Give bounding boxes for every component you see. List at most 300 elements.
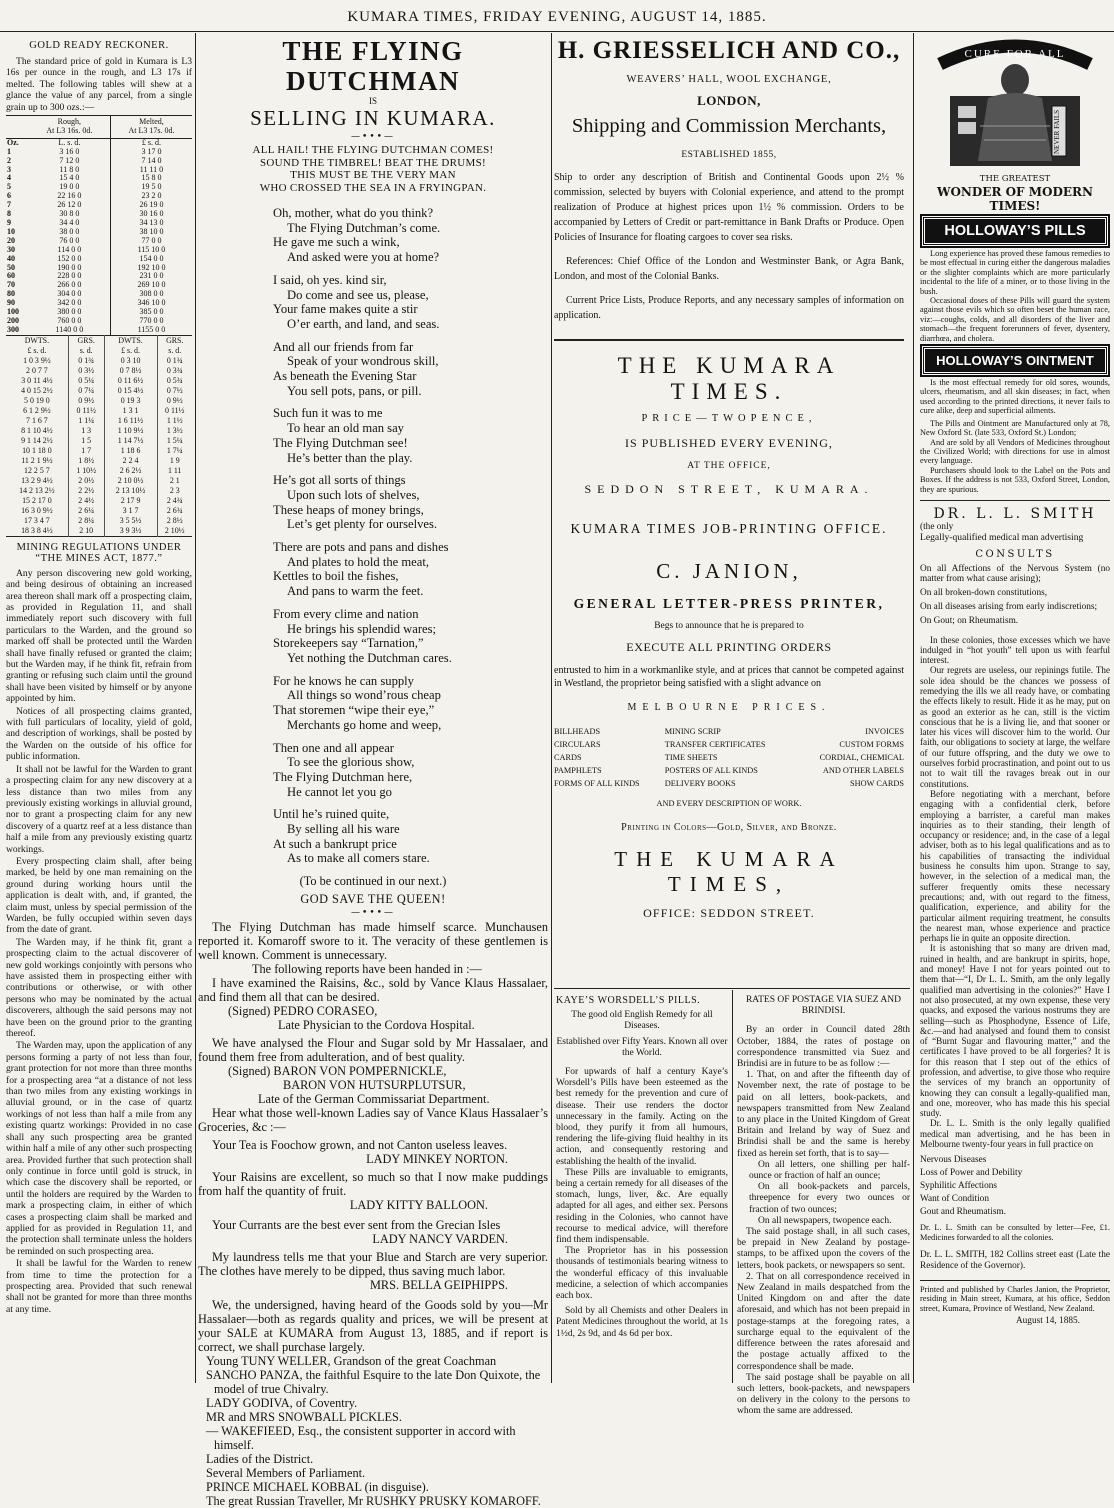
oz-cell: 2 xyxy=(7,155,11,165)
table-row xyxy=(6,376,192,386)
imprint-date: August 14, 1885. xyxy=(1015,1315,1080,1326)
melted-value-cell: 385 0 0 xyxy=(139,307,164,317)
poem-line: There are pots and pans and dishes xyxy=(273,540,449,555)
griesselich-title: H. GRIESSELICH AND CO., xyxy=(557,37,901,64)
rough-value-cell: 304 0 0 xyxy=(29,290,111,299)
paragraph: Occasional doses of these Pills will guard the system against those evils which so often beset the human race, viz:—coughs, colds, and all disorders of the liver and stomach—the frequent forerunners of fever, dysentery, diarrhœa, and cholera. xyxy=(920,296,1110,343)
paragraph: It is astonishing that so many are driven mad, ruined in health, and are bankrupt in spirits, hope, and money! Have I not for years pointed out to them that—“I, Dr L. L. Smith, am the only legally qualified man advertising in the colonies?” Have I not also prosecuted, at my own expense, these very quacks, and exposed the various nostrums they are selling—such as Phosphodyne, Essence of Life, &c.—and had analysed and found them to consist of “Burnt Sugar and flavouring matter,” and the certificates I have proved to be all forgeries? It is for this reason that I step out of the ethics of profession, and advertise, to give those who require the services of my branch an opportunity of knowing they can consult a legally-qualified man, and one, moreover, who has made this his special study. xyxy=(920,943,1110,1119)
cure-for-all-banner: CURE FOR ALL xyxy=(964,48,1066,60)
printing-products-table xyxy=(554,725,904,790)
poem-line: As beneath the Evening Star xyxy=(273,369,417,384)
price: PRICE—TWOPENCE, xyxy=(641,413,817,424)
paragraph: The Warden may, upon the application of any persons forming a party of not less than four, grant protection for not more than three months for a prospecting area “at a distance of not less than two miles from any existing workings in alluvial ground, or in the case of quartz workings of not less than half a mile from any existing quartz workings: Provided in no case shall any such prospecting area be granted within half a mile of any other such prospecting area. Provided further that such protection shall only continue in force until gold is struck, in which case the discovery shall be reported, or until the holders are required by the Warden to mark a prospecting claim, in either of which cases a prospecting claim shall be marked and applied for as provided in Regulation 11, and the protection shall terminate unless the holders be reminded on such prospecting area. xyxy=(6,1040,192,1257)
paragraph: Any person discovering new gold working, and being desirous of obtaining an increased area thereon shall mark off a prospecting claim, as provided in Regulation 11, and shall immediately report such discovery with full particulars to the Warden, and the ground so marked off shall be protected until the Warden shall have finally refused or granted the claim; but the Warden may, if he think fit, refrain from granting or refusing such claim until the ground shall have been visited by himself or by anyone appointed by him. xyxy=(6,567,192,705)
dwt-header: DWTS. xyxy=(6,335,68,346)
product-cell: INVOICES xyxy=(865,727,904,736)
poem-line: The Flying Dutchman’s come. xyxy=(287,220,441,235)
signature-title: Late of the German Commissariat Department. xyxy=(258,1092,490,1107)
dwt-cell: 2 6 2½ xyxy=(104,466,157,476)
rough-value-cell: 15 4 0 xyxy=(29,174,111,183)
consults-item: On all broken-down constitutions, xyxy=(920,588,1048,599)
dwt-cell: 1 3½ xyxy=(166,425,183,435)
office-address: OFFICE: SEDDON STREET. xyxy=(643,906,815,920)
column-1 xyxy=(6,36,192,1381)
paragraph: 2. That on all correspondence received in New Zealand in mails despatched from the United Kingdom on and after the date aforesaid, and which has not been prepaid in postage-stamps at the foregoing rates, a surcharge equal to the equivalent of the difference between the rates aforesaid and the postage actually affixed to the correspondence shall be made. xyxy=(737,1271,910,1372)
dwt-cell: 1 7¼ xyxy=(166,445,183,455)
poem-line: These heaps of money brings, xyxy=(273,502,424,517)
melted-value-cell: 34 13 0 xyxy=(139,218,164,227)
dwt-cell: £ s. d. xyxy=(6,346,68,356)
dwt-cell: 1 14 7½ xyxy=(104,436,157,446)
table-row xyxy=(6,166,192,175)
oz-cell: 40 xyxy=(7,253,15,263)
table-row xyxy=(6,476,192,486)
table-row xyxy=(554,725,904,738)
dwt-header: GRS. xyxy=(68,335,104,346)
ornament-divider: —•••— xyxy=(351,908,395,919)
dwt-cell: 1 11 xyxy=(167,465,182,475)
mining-regulations-body xyxy=(6,568,192,1315)
dwt-cell: 8 1 10 4½ xyxy=(6,426,68,436)
dwts-table xyxy=(6,335,192,537)
product-cell: CUSTOM FORMS xyxy=(839,740,904,749)
product-cell: CIRCULARS xyxy=(554,740,601,749)
ointment-text xyxy=(920,378,1110,494)
paragraph: Sold by all Chemists and other Dealers in Patent Medicines throughout the world, at 1s 1½d, 2s 9d, and 4s 6d per box. xyxy=(556,1306,728,1339)
melted-header: Melted, xyxy=(139,117,164,127)
melted-value-cell: 1155 0 0 xyxy=(137,324,166,334)
signatory: MR and MRS SNOWBALL PICKLES. xyxy=(206,1410,402,1425)
oz-cell: 10 xyxy=(7,226,15,236)
poem-line: For he knows he can supply xyxy=(273,673,414,688)
melted-value-cell: 269 10 0 xyxy=(137,280,166,290)
melted-value-cell: 7 14 0 xyxy=(141,155,162,165)
paragraph: The said postage shall be payable on all such letters, book-packets, and newspapers on delivery in the colony to the persons to whom the same are addressed. xyxy=(737,1372,910,1417)
poem-stanza xyxy=(273,206,548,265)
poem xyxy=(198,206,548,866)
rough-value-cell: 114 0 0 xyxy=(29,246,111,255)
table-row xyxy=(6,281,192,290)
signatory: The great Russian Traveller, Mr RUSHKY PRUSKY KOMAROFF. xyxy=(206,1494,541,1508)
product-cell: TRANSFER CERTIFICATES xyxy=(664,740,766,749)
oz-cell: 80 xyxy=(7,289,15,299)
column-4 xyxy=(920,36,1110,1381)
poem-line: And all our friends from far xyxy=(273,339,414,354)
paragraph: Long experience has proved these famous remedies to be most effectual in curing either the dangerous maladies or the slighter complaints which are more particularly incidental to the life of a miner, or to those living in the bush. xyxy=(920,249,1110,296)
dwt-cell: 13 2 9 4½ xyxy=(6,476,68,486)
kayes-established: Established over Fifty Years. Known all over the World. xyxy=(556,1036,728,1058)
selling-headline: SELLING IN KUMARA. xyxy=(250,106,496,130)
disease-item: Syphilitic Affections xyxy=(920,1181,998,1192)
poem-line: He cannot let you go xyxy=(287,784,392,799)
signature: BARON VON HUTSURPLUTSUR, xyxy=(283,1078,466,1093)
table-row xyxy=(554,764,904,777)
postage-title: RATES OF POSTAGE VIA SUEZ AND BRINDISI. xyxy=(745,995,902,1017)
melted-value-cell: 3 17 0 xyxy=(141,146,162,156)
melbourne-prices: MELBOURNE PRICES. xyxy=(627,702,831,713)
melted-price: At L3 17s. 0d. xyxy=(128,125,175,135)
dwt-cell: s. d. xyxy=(68,346,104,356)
table-row xyxy=(6,436,192,446)
paragraph: I have examined the Raisins, &c., sold by Vance Klaus Hassalaer, and find them all that can be desired. xyxy=(198,976,548,1005)
rough-value-cell: 152 0 0 xyxy=(29,255,111,264)
table-row xyxy=(6,346,192,356)
table-row xyxy=(6,264,192,273)
kayes-title: KAYE’S WORSDELL’S PILLS. xyxy=(556,995,701,1006)
poem-line: He’s better than the play. xyxy=(287,450,413,465)
dwt-cell: 3 5 5½ xyxy=(104,516,157,526)
disease-item: Gout and Rheumatism. xyxy=(920,1207,1006,1218)
rough-value-cell: 380 0 0 xyxy=(29,308,111,317)
paragraph: Every prospecting claim shall, after being marked, be held by one man remaining on the ground during working hours until the application is dealt with, and, if granted, the claim must, unless by special permission of the Warden, be fully occupied within seven days from the date of grant. xyxy=(6,855,192,936)
product-cell: TIME SHEETS xyxy=(664,753,718,762)
paragraph: Your Raisins are excellent, so much so that I now make puddings from half the quantity of fruit. xyxy=(198,1170,548,1199)
poem-line: At such a bankrupt price xyxy=(273,836,397,851)
poem-line: And asked were you at home? xyxy=(287,250,440,265)
disease-item: Loss of Power and Debility xyxy=(920,1168,1023,1179)
melted-value-cell: 231 0 0 xyxy=(139,271,164,281)
oz-cell: 70 xyxy=(7,280,15,290)
dwt-cell: 0 11½ xyxy=(68,406,104,416)
paragraph: For upwards of half a century Kaye’s Worsdell’s Pills have been esteemed as the best remedy for the prevention and cure of disease. Their use renders the doctor unnecessary in the family. Acting on the blood, they purify it from all humours, rendering the life-giving fluid healthy in its action, and consequently restoring and establishing the health of the invalid. xyxy=(556,1067,728,1167)
signatory: Several Members of Parliament. xyxy=(206,1466,366,1481)
dwt-cell: 1 3 xyxy=(68,426,104,436)
dwt-cell: 2 10 xyxy=(68,526,104,537)
product-cell: MINING SCRIP xyxy=(664,727,721,736)
mining-regulations-subtitle: “THE MINES ACT, 1877.” xyxy=(35,552,163,564)
poem-line: Until he’s ruined quite, xyxy=(273,807,390,822)
dr-smith-qualified: Legally-qualified medical man advertising xyxy=(920,531,1084,543)
dwt-cell: 0 1¾ xyxy=(68,356,104,366)
melted-value-cell: 115 10 0 xyxy=(137,244,166,254)
melted-value-cell: 15 8 0 xyxy=(141,173,162,183)
table-row xyxy=(6,466,192,476)
signature: MRS. BELLA GEIPHIPPS. xyxy=(369,1278,508,1293)
paragraph: Notices of all prospecting claims granted, with full particulars of locality, yield of gold, and description of workings, shall be posted by the Warden on the outside of his office for public information. xyxy=(6,705,192,763)
paragraph: On all letters, one shilling per half-ounce or fraction of half an ounce; xyxy=(749,1159,910,1182)
ready-reckoner-intro: The standard price of gold in Kumara is L3 16s per ounce in the rough, and L3 17s if melted. The following tables will shew at a glance the value of any parcel, from a single grain up to 300 ozs.:— xyxy=(6,56,192,113)
product-cell: CARDS xyxy=(554,753,582,762)
griesselich-body: Ship to order any description of British and Continental Goods upon 2½ % commission, selected by buyers with Colonial experience, and attend to the prompt realization of Produce at highest prices upon 1½ % commission. Orders to be accompanied by Letters of Credit or part-remittance in Bank Drafts or Produce. Open Policies of Insurance for floating cargoes to cover sea risks. xyxy=(554,172,904,243)
dwt-cell: 2 17 9 xyxy=(104,496,157,506)
consults-item: On all Affections of the Nervous System (no matter from what cause arising); xyxy=(920,563,1110,585)
dwt-cell: 1 1½ xyxy=(166,415,183,425)
holloways-pills-banner: HOLLOWAY’S PILLS xyxy=(922,216,1108,246)
dwt-cell: 3 9 3½ xyxy=(104,526,157,537)
paragraph: Your Currants are the best ever sent from the Grecian Isles xyxy=(212,1218,501,1233)
dwt-cell: 2 8¼ xyxy=(68,516,104,526)
dwt-cell: 0 5¼ xyxy=(68,376,104,386)
dwt-cell: 0 11½ xyxy=(165,405,185,415)
rough-value-cell: 38 0 0 xyxy=(29,228,111,237)
product-cell: FORMS OF ALL KINDS xyxy=(554,779,640,788)
dwt-cell: 1 10 9½ xyxy=(104,426,157,436)
paragraph: Your Tea is Foochow grown, and not Canton useless leaves. xyxy=(212,1138,508,1153)
hail-line: ALL HAIL! THE FLYING DUTCHMAN COMES! xyxy=(252,144,494,156)
product-cell: BILLHEADS xyxy=(554,727,601,736)
dwt-cell: 3 1 7 xyxy=(104,506,157,516)
melted-value-cell: 11 11 0 xyxy=(139,164,164,174)
paragraph: The Proprietor has in his possession thousands of testimonials bearing witness to the wonderful efficacy of this invaluable medicine, a selection of which accompanies each box. xyxy=(556,1246,728,1302)
table-row xyxy=(6,526,192,537)
table-row xyxy=(6,426,192,436)
table-row xyxy=(6,299,192,308)
dwt-cell: 1 5 xyxy=(68,436,104,446)
imprint: Printed and published by Charles Janion, the Proprietor, residing in Main street, Kumara, at his office, Seddon street, Kumara, Province of Westland, New Zealand. xyxy=(920,1284,1110,1313)
dwt-cell: 1 3 1 xyxy=(104,406,157,416)
oz-cell: 200 xyxy=(7,315,19,325)
oz-cell: 8 xyxy=(7,209,11,219)
table-row xyxy=(6,406,192,416)
disease-item: Nervous Diseases xyxy=(920,1155,987,1166)
dwt-header: GRS. xyxy=(166,335,184,345)
paragraph: The Warden may, if he think fit, grant a prospecting claim to the actual discoverer of new gold workings conjointly with persons who have assisted them in prospecting either with contributions or otherwise, or with other persons who may be nominated by the actual discoverers, although the said persons may not have been on the ground prior to the granting thereof. xyxy=(6,936,192,1040)
griesselich-address: WEAVERS’ HALL, WOOL EXCHANGE, xyxy=(626,74,832,85)
poem-line: I said, oh yes. kind sir, xyxy=(273,272,387,287)
rough-value-cell: 34 4 0 xyxy=(29,219,111,228)
dwt-cell: £ s. d. xyxy=(104,346,157,356)
table-row xyxy=(6,496,192,506)
rough-value-cell: 22 16 0 xyxy=(29,192,111,201)
consults-item: On Gout; on Rheumatism. xyxy=(920,615,1019,626)
poem-stanza xyxy=(273,807,548,866)
product-cell: AND OTHER LABELS xyxy=(822,766,904,775)
dutchman-reports xyxy=(198,920,548,1354)
divider xyxy=(554,988,910,989)
product-cell: CORDIAL, CHEMICAL xyxy=(819,753,904,762)
dwt-cell: 0 3¾ xyxy=(166,365,183,375)
hail-line: WHO CROSSED THE SEA IN A FRYINGPAN. xyxy=(259,181,487,194)
poem-line: Oh, mother, what do you think? xyxy=(273,206,434,220)
griesselich-references: References: Chief Office of the London and Westminster Bank, or Agra Bank, London, and most of the Colonial Banks. xyxy=(554,256,904,282)
column-rule xyxy=(913,33,914,1383)
poem-line: Do come and see us, please, xyxy=(287,287,429,302)
dwt-cell: 0 3 10 xyxy=(104,356,157,366)
dwt-cell: 1 18 6 xyxy=(104,446,157,456)
table-row xyxy=(6,326,192,335)
poem-line: He’s got all sorts of things xyxy=(273,473,406,488)
hail-line: THIS MUST BE THE VERY MAN xyxy=(290,169,456,181)
dr-smith-text xyxy=(920,635,1110,1150)
poem-line: Your fame makes quite a stir xyxy=(273,302,418,317)
poem-line: To see the glorious show, xyxy=(287,755,415,770)
paragraph: The following reports have been handed in :— xyxy=(252,962,482,977)
dwt-cell: 10 1 18 0 xyxy=(6,446,68,456)
oz-cell: 300 xyxy=(7,324,19,334)
hygeia-figure-icon xyxy=(920,36,1110,168)
oz-cell: 50 xyxy=(7,262,15,272)
dwt-cell: 2 1 xyxy=(169,475,180,485)
melted-value-cell: 77 0 0 xyxy=(141,235,162,245)
rough-value-cell: 30 8 0 xyxy=(29,210,111,219)
london: LONDON, xyxy=(697,93,761,108)
poem-line: Upon such lots of shelves, xyxy=(287,487,420,502)
paragraph: We have analysed the Flour and Sugar sold by Mr Hassalaer, and found them free from adulteration, and of best quality. xyxy=(198,1036,548,1065)
paragraph: And are sold by all Vendors of Medicines throughout the Civilized World; with directions for use in almost every language. xyxy=(920,437,1110,466)
poem-stanza xyxy=(273,674,548,733)
dwt-cell: 2 10 0½ xyxy=(104,476,157,486)
paragraph: Before negotiating with a merchant, before engaging with a confidential clerk, before employing a barrister, a careful man makes inquiries as to their standing, their length of occupancy or residence; and, in the case of a legal adviser, both as to his legal qualifications and as to his capabilities of transacting the individual business he consults him upon. Strange to say, however, in the selection of a medical man, the sufferer frequently omits these necessary precautions; and, with out regard to the fitness, qualification, experience, and ability for the particular ailment requiring treatment, he consults the nearest man, whose experience and practice perhaps lie in quite an opposite direction. xyxy=(920,788,1110,944)
poem-stanza xyxy=(273,741,548,800)
dwt-cell: 18 3 8 4½ xyxy=(6,526,68,537)
dr-smith-address: Dr. L. L. SMITH, 182 Collins street east (Late the Residence of the Governor). xyxy=(920,1250,1110,1271)
dwt-cell: 2 3 xyxy=(169,485,180,495)
entrusted-text: entrusted to him in a workmanlike style, and at prices that cannot be competed against in Westland, the proprietor being satisfied with a slight advance on xyxy=(554,665,904,689)
column-rule xyxy=(732,990,733,1383)
rough-value-cell: 760 0 0 xyxy=(29,317,111,326)
dwt-cell: 0 9½ xyxy=(166,395,183,405)
dwt-cell: 0 7¼ xyxy=(68,386,104,396)
table-row xyxy=(6,516,192,526)
signature: LADY MINKEY NORTON. xyxy=(366,1152,508,1167)
table-row xyxy=(6,183,192,192)
oz-cell: 6 xyxy=(7,191,11,201)
dwt-cell: 17 3 4 7 xyxy=(6,516,68,526)
poem-stanza xyxy=(273,540,548,599)
poem-line: The Flying Dutchman here, xyxy=(273,769,413,784)
melted-value-cell: 38 10 0 xyxy=(139,226,164,236)
rough-value-cell: 7 12 0 xyxy=(29,157,111,166)
dwt-cell: 2 0½ xyxy=(68,476,104,486)
product-cell: DELIVERY BOOKS xyxy=(664,779,736,788)
dwt-cell: 1 6 11½ xyxy=(104,416,157,426)
poem-line: From every clime and nation xyxy=(273,606,419,621)
table-row xyxy=(6,228,192,237)
wonder-headline: WONDER OF MODERN TIMES! xyxy=(937,185,1093,213)
begs-to-announce: Begs to announce that he is prepared to xyxy=(654,621,804,631)
paragraph: Purchasers should look to the Label on the Pots and Boxes. If the address is not 533, Oxford Street, London, they are spurious. xyxy=(920,465,1110,494)
poem-line: Let’s get plenty for ourselves. xyxy=(287,517,438,532)
paragraph: 1. That, on and after the fifteenth day of November next, the rate of postage to be paid on all letters, book-packets, and newspapers transmitted from New Zealand to any place in the United Kingdom of Great Britain and Ireland by way of Suez and Brindisi shall be and the same is hereby fixed as herein set forth, that is to say— xyxy=(737,1070,910,1159)
paragraph: Is the most effectual remedy for old sores, wounds, ulcers, rheumatism, and all skin diseases; in fact, when used according to the printed directions, it never fails to cure alike, deep and superficial ailments. xyxy=(920,378,1110,416)
table-row xyxy=(6,366,192,376)
dwt-cell: 15 2 17 0 xyxy=(6,496,68,506)
dwt-cell: 0 11 6½ xyxy=(104,376,157,386)
table-row xyxy=(6,148,192,157)
melted-value-cell: 26 19 0 xyxy=(139,200,164,210)
headline-is: IS xyxy=(368,96,377,106)
dwt-cell: 0 19 3 xyxy=(104,396,157,406)
table-row xyxy=(6,219,192,228)
seddon-street: SEDDON STREET, KUMARA. xyxy=(584,482,874,496)
dr-smith-name: DR. L. L. SMITH xyxy=(933,505,1097,522)
oz-cell: 3 xyxy=(7,164,11,174)
at-the-office: AT THE OFFICE, xyxy=(687,461,771,471)
poem-line: All things so wond’rous cheap xyxy=(287,688,441,703)
oz-cell: 7 xyxy=(7,200,11,210)
oz-cell: 1 xyxy=(7,146,11,156)
table-row xyxy=(6,486,192,496)
poem-line: The Flying Dutchman see! xyxy=(273,435,408,450)
rough-value-cell: 1140 0 0 xyxy=(29,326,111,335)
oz-cell: 20 xyxy=(7,235,15,245)
table-row xyxy=(6,446,192,456)
dwt-cell: 2 2 4 xyxy=(104,456,157,466)
table-row xyxy=(6,506,192,516)
hail-line: SOUND THE TIMBREL! BEAT THE DRUMS! xyxy=(259,156,487,169)
rough-value-cell: 228 0 0 xyxy=(29,272,111,281)
paragraph: We, the undersigned, having heard of the Goods sold by you—Mr Hassalaer—both as regards quality and prices, we will be present at your SALE at KUMARA from August 13, 1885, and if report is correct, we shall purchase largely. xyxy=(198,1298,548,1355)
dwt-cell: 0 7 8½ xyxy=(104,366,157,376)
dwt-cell: 2 4½ xyxy=(68,496,104,506)
dwt-cell: 1 5¼ xyxy=(166,435,183,445)
ready-reckoner-title: GOLD READY RECKONER. xyxy=(29,40,169,51)
signatory: — WAKEFIEED, Esq., the consistent supporter in accord with himself. xyxy=(206,1424,516,1453)
poem-stanza xyxy=(273,607,548,666)
poem-stanza xyxy=(273,406,548,465)
column-2 xyxy=(198,36,548,1508)
poem-line: He brings his splendid wares; xyxy=(287,621,437,636)
poem-line: And plates to hold the meat, xyxy=(287,554,429,569)
kayes-pills-ad xyxy=(556,995,728,1340)
poem-line: Such fun it was to me xyxy=(273,406,383,421)
consult-by-letter: Dr. L. L. Smith can be consulted by letter—Fee, £1. Medicines forwarded to all the colonies. xyxy=(920,1223,1110,1242)
product-cell: POSTERS OF ALL KINDS xyxy=(664,766,758,775)
paragraph: Our regrets are useless, our repinings futile. The sole idea should be the chances we possess of remedying the ills we all ready have, or combating the effects likely to result. Hide it as he may, put on as good an exterior as he can, still is the victim conscious that he is a living lie, and that sooner or later his vices will discover him to the world. Our faith, our obligations to society at large, the welfare of our future offspring, and the duty we owe to ourselves forbid procrastination, and point out to us not to wait till the ravages break out in our constitutions. xyxy=(920,665,1110,789)
paragraph: By an order in Council dated 28th October, 1884, the rates of postage on correspondence transmitted via Suez and Brindisi are in future to be as follow :— xyxy=(737,1025,910,1070)
dwt-header: DWTS. xyxy=(104,335,157,346)
griesselich-price-lists: Current Price Lists, Produce Reports, and any necessary samples of information on application. xyxy=(554,295,904,321)
paragraph: The Flying Dutchman has made himself scarce. Munchausen reported it. Komaroff swore to it. The veracity of these gentlemen is well known. Comment is unnecessary. xyxy=(198,920,548,963)
poem-line: To hear an old man say xyxy=(287,421,404,436)
cure-for-all-illustration xyxy=(920,36,1110,168)
melted-value-cell: 30 16 0 xyxy=(139,209,164,219)
dwt-cell: 0 7½ xyxy=(166,385,183,395)
masthead-rule xyxy=(0,31,1114,32)
kumara-times-title: THE KUMARA TIMES. xyxy=(617,353,841,404)
poem-stanza xyxy=(273,273,548,332)
dwt-cell: 2 0 7 7 xyxy=(6,366,68,376)
paragraph: These Pills are invaluable to emigrants, being a certain remedy for all diseases of the stomach, lungs, liver, &c. Are equally adapted for all ages, and either sex. Persons residing in the Colonies, who cannot have recourse to medical advice, will therefore find them indispensable. xyxy=(556,1167,728,1246)
rough-value-cell: 11 8 0 xyxy=(29,166,111,175)
shipping-merchants: Shipping and Commission Merchants, xyxy=(571,115,887,137)
product-cell: SHOW CARDS xyxy=(849,779,904,788)
table-row xyxy=(6,174,192,183)
poem-line: He gave me such a wink, xyxy=(273,235,400,250)
table-row xyxy=(6,396,192,406)
signature: (Signed) BARON VON POMPERNICKLE, xyxy=(228,1064,447,1079)
rough-value-cell: 76 0 0 xyxy=(29,237,111,246)
poem-line: Yet nothing the Dutchman cares. xyxy=(287,650,452,665)
poem-line: And pans to warm the feet. xyxy=(287,584,424,599)
signature: (Signed) PEDRO CORASEO, xyxy=(228,1004,378,1019)
dwt-cell: 0 15 4½ xyxy=(104,386,157,396)
ornament-divider: —•••— xyxy=(351,132,395,142)
signature: LADY KITTY BALLOON. xyxy=(349,1198,488,1213)
paragraph: The Pills and Ointment are Manufactured only at 78, New Oxford St. (late 533, Oxford St.) London; xyxy=(920,418,1110,438)
oz-cell: Oz. xyxy=(7,137,19,147)
mining-regulations-title: MINING REGULATIONS UNDER xyxy=(16,541,182,553)
letter-press-printer: GENERAL LETTER-PRESS PRINTER, xyxy=(573,596,885,611)
divider xyxy=(920,1280,1110,1281)
paragraph: Hear what those well-known Ladies say of Vance Klaus Hassalaer’s Groceries, &c :— xyxy=(198,1106,548,1135)
dwt-cell: 1 8½ xyxy=(68,456,104,466)
rough-header: Rough, xyxy=(57,117,82,127)
poem-line: Merchants go home and weep, xyxy=(287,717,442,732)
janion-name: C. JANION, xyxy=(656,559,802,583)
god-save-the-queen: GOD SAVE THE QUEEN! xyxy=(300,892,446,907)
rough-value-cell: 266 0 0 xyxy=(29,281,111,290)
signature-title: Late Physician to the Cordova Hospital. xyxy=(278,1018,475,1033)
table-row xyxy=(6,416,192,426)
dwt-cell: 3 0 11 4½ xyxy=(6,376,68,386)
poem-line: Speak of your wondrous skill, xyxy=(287,354,439,369)
signatory: SANCHO PANZA, the faithful Esquire to the late Don Quixote, the model of true Chivalry. xyxy=(206,1368,541,1397)
diseases-list xyxy=(920,1154,1110,1219)
dwt-cell: 0 9½ xyxy=(68,396,104,406)
dwt-cell: 1 7 xyxy=(68,446,104,456)
dwt-cell: 7 1 6 7 xyxy=(6,416,68,426)
